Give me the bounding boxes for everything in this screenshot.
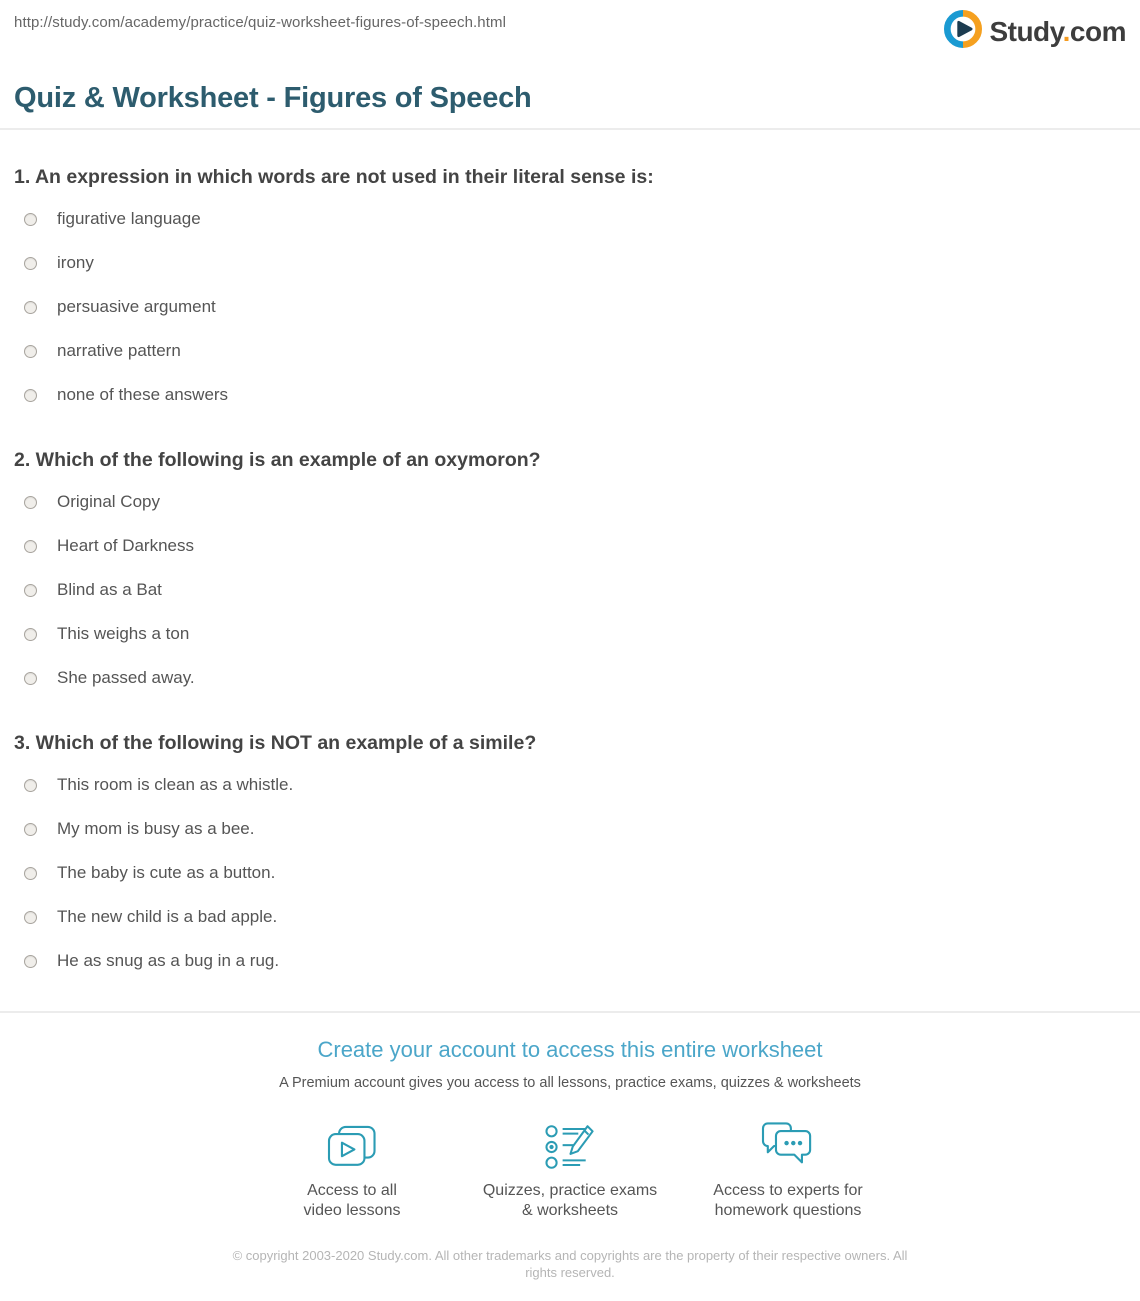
radio-button[interactable]: [24, 213, 37, 226]
question-3-option-3[interactable]: [14, 851, 1126, 895]
radio-button[interactable]: [24, 389, 37, 402]
feature-quizzes-worksheets: [461, 1119, 679, 1221]
option-label: This weighs a ton: [57, 624, 190, 643]
feature-label: Access to all video lessons: [303, 1182, 401, 1219]
feature-expert-chat: [679, 1119, 897, 1221]
radio-button[interactable]: [24, 584, 37, 597]
question-1: [14, 165, 1126, 417]
option-label: none of these answers: [57, 385, 229, 404]
create-account-link[interactable]: Create your account to access this entire worksheet: [317, 1037, 823, 1062]
radio-button[interactable]: [24, 911, 37, 924]
expert-chat-icon: [679, 1119, 897, 1171]
question-3-option-4[interactable]: [14, 895, 1126, 939]
option-label: This room is clean as a whistle.: [57, 775, 294, 794]
question-2-option-5[interactable]: [14, 656, 1126, 700]
option-label: She passed away.: [57, 668, 195, 687]
question-3-text: 3. Which of the following is NOT an example of a simile?: [14, 732, 537, 754]
option-label: figurative language: [57, 209, 201, 228]
option-label: persuasive argument: [57, 297, 216, 316]
feature-label: Access to experts for homework questions: [713, 1182, 863, 1219]
option-label: My mom is busy as a bee.: [57, 819, 255, 838]
radio-button[interactable]: [24, 540, 37, 553]
question-2-option-4[interactable]: [14, 612, 1126, 656]
feature-label: Quizzes, practice exams & worksheets: [482, 1182, 658, 1219]
radio-button[interactable]: [24, 672, 37, 685]
option-label: Original Copy: [57, 492, 160, 511]
question-1-text: 1. An expression in which words are not used in their literal sense is:: [14, 166, 654, 188]
radio-button[interactable]: [24, 955, 37, 968]
radio-button[interactable]: [24, 867, 37, 880]
question-1-option-3[interactable]: [14, 285, 1126, 329]
studycom-logo[interactable]: [944, 10, 1126, 53]
question-2-option-2[interactable]: [14, 524, 1126, 568]
question-1-option-4[interactable]: [14, 329, 1126, 373]
video-lessons-icon: [243, 1119, 461, 1171]
copyright-notice: © copyright 2003-2020 Study.com. All other trademarks and copyrights are the property of their respective owners. All rights reserved.: [232, 1248, 908, 1280]
question-1-option-5[interactable]: [14, 373, 1126, 417]
question-3-option-2[interactable]: [14, 807, 1126, 851]
radio-button[interactable]: [24, 628, 37, 641]
option-label: narrative pattern: [57, 341, 181, 360]
feature-row: [14, 1119, 1126, 1221]
question-3-option-5[interactable]: [14, 939, 1126, 983]
question-2: [14, 448, 1126, 700]
question-1-option-2[interactable]: [14, 241, 1126, 285]
option-label: irony: [57, 253, 94, 272]
question-3-option-1[interactable]: [14, 763, 1126, 807]
studycom-logo-text: Study.com: [989, 15, 1126, 47]
signup-divider: [0, 1011, 1140, 1013]
quizzes-worksheets-icon: [461, 1119, 679, 1171]
page-title: Quiz & Worksheet - Figures of Speech: [14, 82, 532, 114]
option-label: The baby is cute as a button.: [57, 863, 276, 882]
radio-button[interactable]: [24, 496, 37, 509]
question-3: [14, 731, 1126, 983]
source-url: http://study.com/academy/practice/quiz-worksheet-figures-of-speech.html: [14, 14, 507, 31]
radio-button[interactable]: [24, 779, 37, 792]
radio-button[interactable]: [24, 823, 37, 836]
option-label: He as snug as a bug in a rug.: [57, 951, 280, 970]
question-2-option-3[interactable]: [14, 568, 1126, 612]
radio-button[interactable]: [24, 345, 37, 358]
radio-button[interactable]: [24, 257, 37, 270]
title-divider: [0, 128, 1140, 130]
feature-video-lessons: [243, 1119, 461, 1221]
option-label: Blind as a Bat: [57, 580, 162, 599]
option-label: The new child is a bad apple.: [57, 907, 278, 926]
studycom-logo-icon: [944, 10, 982, 53]
question-1-option-1[interactable]: [14, 197, 1126, 241]
question-2-option-1[interactable]: [14, 480, 1126, 524]
page-header: [14, 0, 1126, 53]
question-2-text: 2. Which of the following is an example of an oxymoron?: [14, 449, 541, 471]
radio-button[interactable]: [24, 301, 37, 314]
option-label: Heart of Darkness: [57, 536, 194, 555]
premium-subheading: A Premium account gives you access to all lessons, practice exams, quizzes & worksheets: [279, 1075, 861, 1091]
